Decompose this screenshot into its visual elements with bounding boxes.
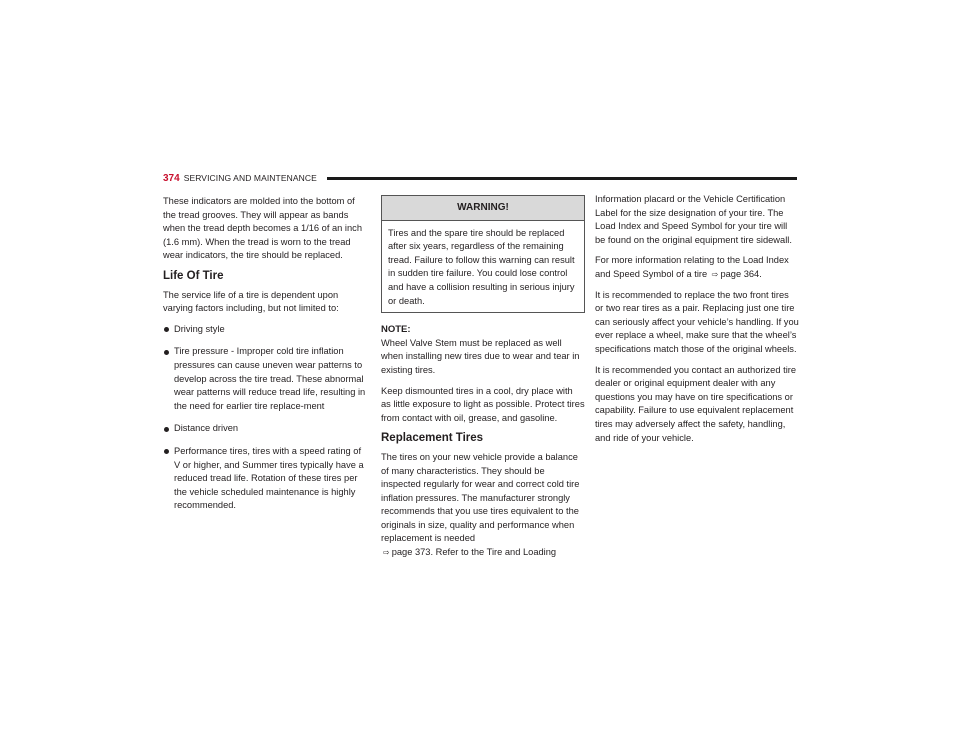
factor-list xyxy=(163,323,367,513)
list-item xyxy=(163,345,367,413)
placard-paragraph: Information placard or the Vehicle Certification Label for the size designation of your tire. The Load Index and Speed Symbol for your tire will be found on the original equipment tire sidewall. xyxy=(595,194,792,245)
bullet-icon xyxy=(164,427,169,432)
page-ref-link[interactable]: page 364 xyxy=(720,268,760,279)
bullet-icon xyxy=(164,449,169,454)
load-index-paragraph xyxy=(595,254,799,281)
page-ref-link[interactable]: page 373 xyxy=(391,547,431,558)
list-item xyxy=(163,323,367,337)
replacement-text-tail: . Refer to the Tire and Loading xyxy=(430,547,557,558)
tread-indicator-paragraph: These indicators are molded into the bottom of the tread grooves. They will appear as bands when the tread depth becomes a 1/16 of an inch (1.6 mm). When the tread is worn to the tread wear indicators, the tire should be replaced. xyxy=(163,196,362,261)
list-item-text: Driving style xyxy=(174,323,225,334)
list-item xyxy=(163,422,367,436)
column-left xyxy=(163,195,367,522)
column-right xyxy=(595,193,799,452)
load-index-text: For more information relating to the Load Index and Speed Symbol of a tire xyxy=(595,255,789,279)
life-of-tire-lead: The service life of a tire is dependent upon varying factors including, but not limited to: xyxy=(163,289,339,314)
page-ref-arrow-icon: ⇨ xyxy=(711,269,719,279)
replacement-text: The tires on your new vehicle provide a balance of many characteristics. They should be inspected regularly for wear and correct cold tire inflation pressures. The manufacturer strongly recommends that you use tires equivalent to the originals in size, quality and performance when replacement is needed xyxy=(381,451,580,544)
column-middle xyxy=(381,195,585,567)
page-header xyxy=(163,172,797,184)
list-item xyxy=(163,445,367,513)
note-block xyxy=(381,323,585,377)
note-text: Wheel Valve Stem must be replaced as well when installing new tires due to wear and tear in existing tires. xyxy=(381,337,580,375)
warning-text: Tires and the spare tire should be replaced after six years, regardless of the remaining tread. Failure to follow this warning can result in sudden tire failure. You could lose control and have a collision resulting in serious injury or death. xyxy=(388,227,575,306)
warning-box xyxy=(381,195,585,313)
list-item-text: Tire pressure - Improper cold tire inflation pressures can cause uneven wear patterns to develop across the tire tread. These abnormal wear patterns will reduce tread life, resulting in the need for earlier tire replace-ment xyxy=(174,346,366,411)
page-number: 374 xyxy=(163,172,180,184)
pair-replacement-paragraph: It is recommended to replace the two front tires or two rear tires as a pair. Replacing just one tire can seriously affect your vehicle’s handling. If you ever replace a wheel, make sure that the wheel’s specifications match those of the original wheels. xyxy=(595,289,799,354)
dealer-paragraph: It is recommended you contact an authorized tire dealer or original equipment dealer with any questions you may have on tire specifications or capability. Failure to use equivalent replacement tires may adversely affect the safety, handling, and ride of your vehicle. xyxy=(595,364,797,443)
page-ref-arrow-icon: ⇨ xyxy=(383,548,390,558)
replacement-tires-heading: Replacement Tires xyxy=(381,432,484,445)
replacement-paragraph xyxy=(381,451,585,560)
load-index-end: . xyxy=(759,268,762,279)
list-item-text: Performance tires, tires with a speed rating of V or higher, and Summer tires typically have a reduced tread life. Rotation of these tires per the vehicle scheduled maintenance is highly recommended. xyxy=(174,445,364,511)
bullet-icon xyxy=(164,327,169,332)
storage-paragraph: Keep dismounted tires in a cool, dry place with as little exposure to light as possible. Protect tires from contact with oil, grease, and gasoline. xyxy=(381,385,585,423)
section-title: SERVICING AND MAINTENANCE xyxy=(183,173,317,183)
header-rule xyxy=(327,177,797,180)
list-item-text: Distance driven xyxy=(174,423,239,434)
warning-title: WARNING! xyxy=(382,196,584,221)
life-of-tire-heading: Life Of Tire xyxy=(163,269,224,282)
bullet-icon xyxy=(164,350,169,355)
note-label: NOTE: xyxy=(381,324,411,336)
